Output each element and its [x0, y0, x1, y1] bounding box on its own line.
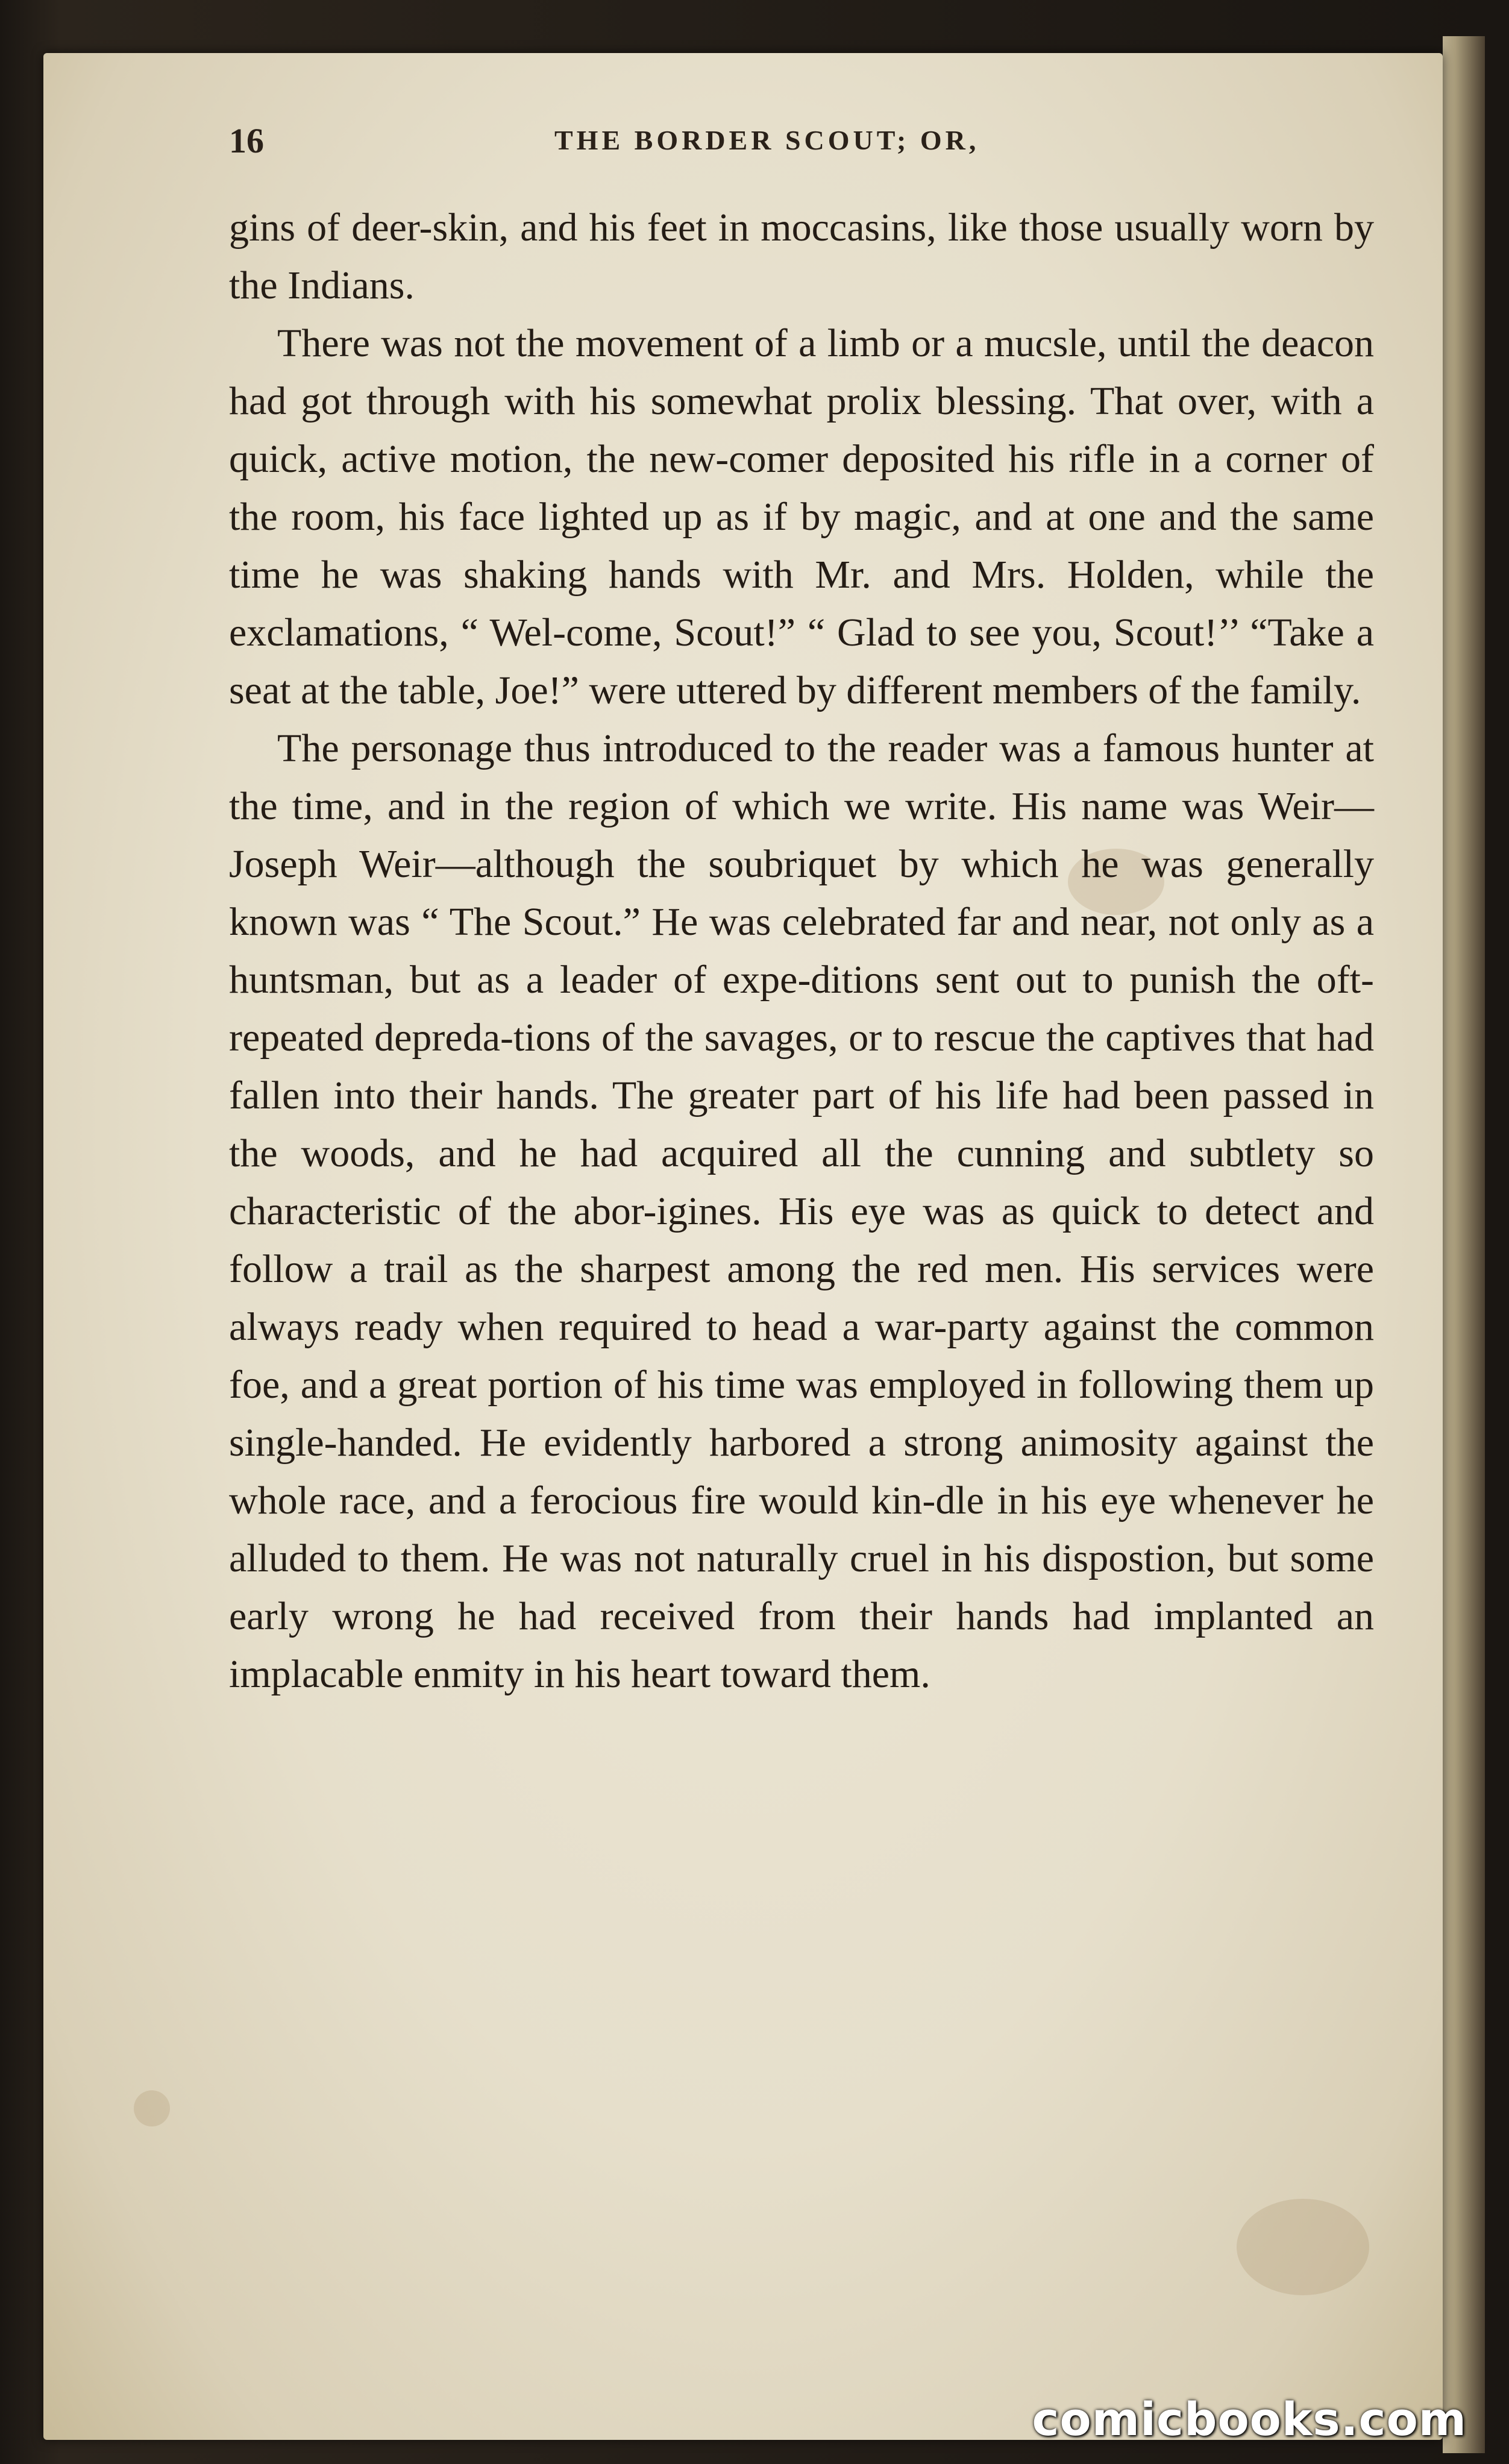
running-head [229, 121, 1374, 169]
page-number: 16 [229, 121, 264, 160]
paper-stain [134, 2090, 170, 2126]
paragraph: There was not the movement of a limb or a mucsle, until the deacon had got through with his somewhat prolix blessing. That over, with a quick, active motion, the new-comer deposited his rifle in a corner of the room, his face lighted up as if by magic, and at one and the same time he was shaking hands with Mr. and Mrs. Holden, while the exclamations, “ Wel-come, Scout!” “ Glad to see you, Scout!’’ “Take a seat at the table, Joe!” were uttered by different members of the family. [229, 321, 1374, 712]
paper-stain [1237, 2199, 1369, 2295]
paragraph-continued: gins of deer-skin, and his feet in moccasins, like those usually worn by the Indians. [229, 206, 1374, 307]
running-title: THE BORDER SCOUT; OR, [554, 125, 980, 156]
site-watermark: comicbooks.com [1032, 2392, 1467, 2446]
paragraph: The personage thus introduced to the reader was a famous hunter at the time, and in the region of which we write. His name was Weir—Joseph Weir—although the soubriquet by which he was generally known was “ The Scout.” He was celebrated far and near, not only as a huntsman, but as a leader of expe-ditions sent out to punish the oft-repeated depreda-tions of the savages, or to rescue the captives that had fallen into their hands. The greater part of his life had been passed in the woods, and he had acquired all the cunning and subtlety so characteristic of the abor-igines. His eye was as quick to detect and follow a trail as the sharpest among the red men. His services were always ready when required to head a war-party against the common foe, and a great portion of his time was employed in following them up single-handed. He evidently harbored a strong animosity against the whole race, and a ferocious fire would kin-dle in his eye whenever he alluded to them. He was not naturally cruel in his dispostion, but some early wrong he had received from their hands had implanted an implacable enmity in his heart toward them. [229, 726, 1374, 1696]
body-text [229, 199, 1374, 1703]
book-page-edges [1443, 36, 1485, 2453]
